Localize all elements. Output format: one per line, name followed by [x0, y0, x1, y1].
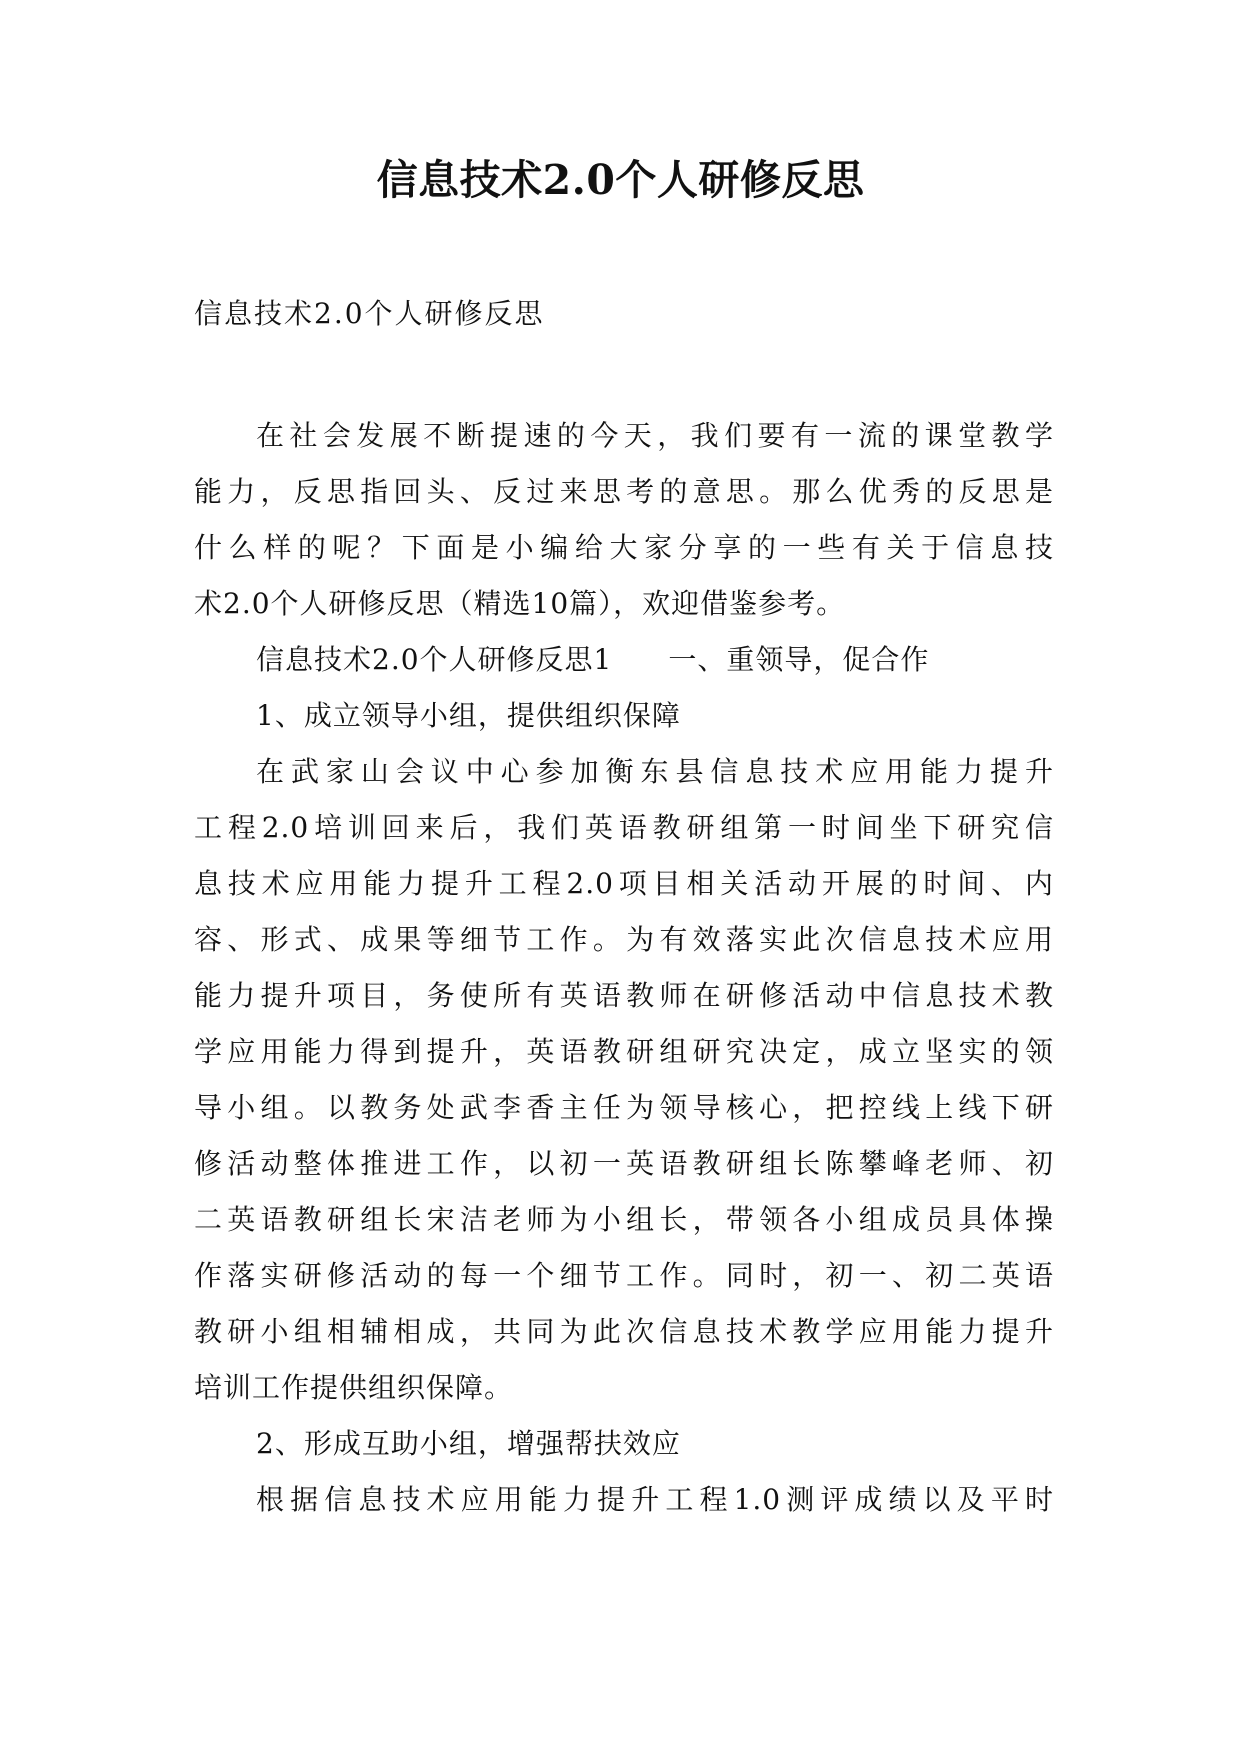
paragraph-line: 能力，反思指回头、反过来思考的意思。那么优秀的反思是	[194, 475, 1054, 508]
paragraph-line: 息技术应用能力提升工程2.0项目相关活动开展的时间、内	[194, 867, 1054, 900]
paragraph-line: 学应用能力得到提升，英语教研组研究决定，成立坚实的领	[194, 1035, 1054, 1068]
paragraph-line: 教研小组相辅相成，共同为此次信息技术教学应用能力提升	[194, 1315, 1054, 1348]
paragraph-line: 在社会发展不断提速的今天，我们要有一流的课堂教学	[256, 419, 1054, 452]
paragraph-line: 作落实研修活动的每一个细节工作。同时，初一、初二英语	[194, 1259, 1054, 1292]
section-title: 信息技术2.0个人研修反思1	[256, 643, 613, 676]
paragraph-line: 根据信息技术应用能力提升工程1.0测评成绩以及平时	[256, 1483, 1054, 1516]
item-heading: 1、成立领导小组，提供组织保障	[256, 699, 681, 732]
paragraph-line: 什么样的呢？下面是小编给大家分享的一些有关于信息技	[194, 531, 1054, 564]
document-subtitle: 信息技术2.0个人研修反思	[194, 297, 545, 330]
document-body	[194, 408, 1054, 1528]
paragraph-line: 培训工作提供组织保障。	[194, 1371, 514, 1404]
section-heading-line	[194, 632, 1054, 688]
document-title: 信息技术2.0个人研修反思	[376, 156, 865, 204]
paragraph-line: 在武家山会议中心参加衡东县信息技术应用能力提升	[256, 755, 1054, 788]
item-heading: 2、形成互助小组，增强帮扶效应	[256, 1427, 681, 1460]
paragraph-line: 工程2.0培训回来后，我们英语教研组第一时间坐下研究信	[194, 811, 1054, 844]
paragraph-line: 修活动整体推进工作，以初一英语教研组长陈攀峰老师、初	[194, 1147, 1054, 1180]
paragraph-line: 二英语教研组长宋洁老师为小组长，带领各小组成员具体操	[194, 1203, 1054, 1236]
subsection-title: 一、重领导，促合作	[668, 643, 930, 676]
paragraph-line: 导小组。以教务处武李香主任为领导核心，把控线上线下研	[194, 1091, 1054, 1124]
paragraph-line: 能力提升项目，务使所有英语教师在研修活动中信息技术教	[194, 979, 1054, 1012]
paragraph-line: 容、形式、成果等细节工作。为有效落实此次信息技术应用	[194, 923, 1054, 956]
paragraph-line: 术2.0个人研修反思（精选10篇），欢迎借鉴参考。	[194, 587, 846, 620]
